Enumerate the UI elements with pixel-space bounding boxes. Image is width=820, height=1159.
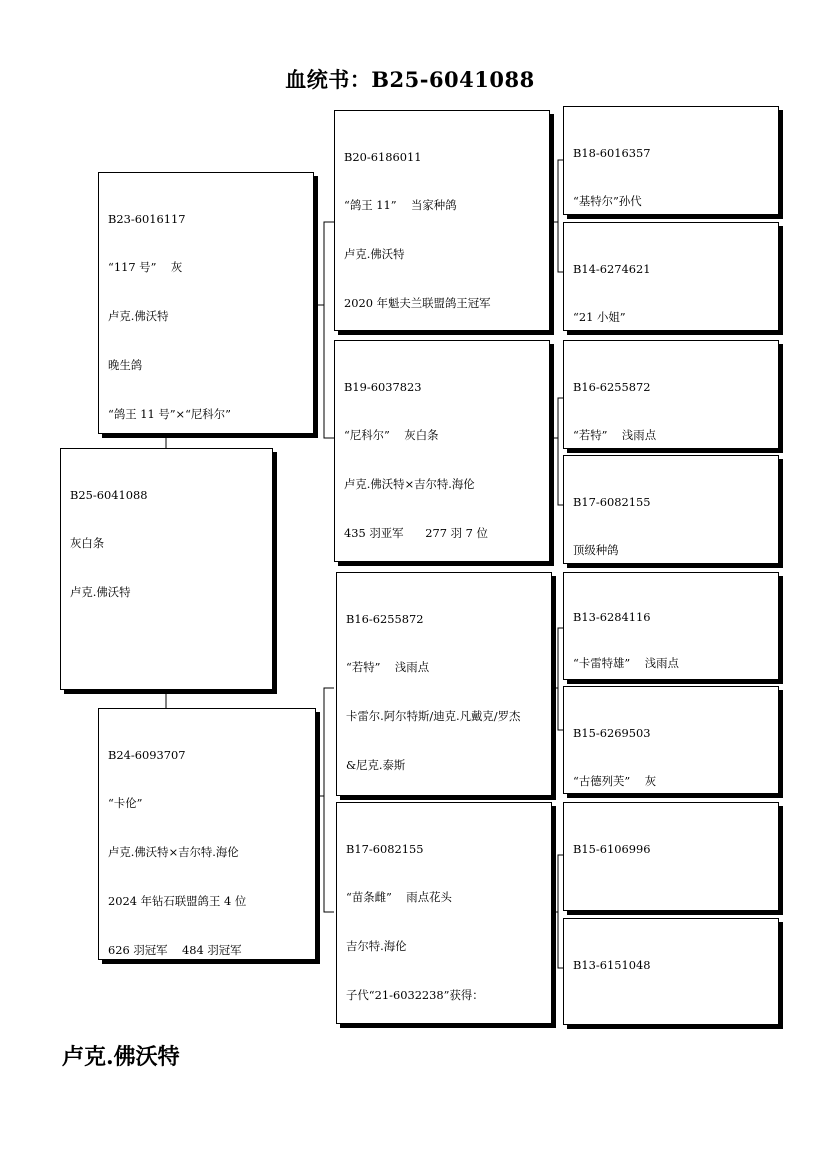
great-grandparent-box-8 <box>563 918 779 1025</box>
name-color: “若特” 浅雨点 <box>573 428 657 443</box>
blank-line <box>573 889 769 905</box>
ring-number: B14-6274621 <box>573 261 651 276</box>
ring-number: B13-6284116 <box>573 609 651 624</box>
ring-number: B13-6151048 <box>573 957 651 972</box>
dam-dam-box <box>336 802 552 1024</box>
sire-sire-box <box>334 110 550 331</box>
ring-number: B17-6082155 <box>573 494 651 509</box>
great-grandparent-box-6 <box>563 686 779 794</box>
ring-number: B25-6041088 <box>70 487 148 502</box>
result: 626 羽冠军 484 羽冠军 <box>108 943 242 958</box>
breeder: 卢克.佛沃特×吉尔特.海伦 <box>344 477 475 492</box>
breeder: 吉尔特.海伦 <box>346 939 407 954</box>
ring-number: B20-6186011 <box>344 149 422 164</box>
ring-number: B17-6082155 <box>346 841 424 856</box>
page-title: 血统书：B25-6041088 <box>285 67 535 92</box>
breeder: 卢克.佛沃特×吉尔特.海伦 <box>108 845 239 860</box>
sire-box <box>98 172 314 434</box>
ring-number: B18-6016357 <box>573 145 651 160</box>
ring-number: B16-6255872 <box>573 379 651 394</box>
breeder: 卢克.佛沃特 <box>344 247 405 262</box>
result: 435 羽亚军 277 羽 7 位 <box>344 526 488 541</box>
breeder: 卢克.佛沃特 <box>108 309 169 324</box>
name-color: “苗条雌” 雨点花头 <box>346 890 452 905</box>
offspring-note: 子代“21-6032238”获得： <box>346 988 484 1003</box>
great-grandparent-box-1 <box>563 106 779 215</box>
ring-number: B15-6106996 <box>573 841 651 856</box>
result: 2024 年钻石联盟鸽王 4 位 <box>108 894 247 909</box>
ring-number: B23-6016117 <box>108 211 186 226</box>
name-color: “若特” 浅雨点 <box>346 660 430 675</box>
dam-box <box>98 708 316 960</box>
great-grandparent-box-4 <box>563 455 779 564</box>
ring-number: B16-6255872 <box>346 611 424 626</box>
great-grandparent-box-7 <box>563 802 779 911</box>
name-color: “古德列芙” 灰 <box>573 774 657 789</box>
breeder-name-footer: 卢克.佛沃特 <box>62 1044 180 1070</box>
sire-dam-box <box>334 340 550 562</box>
ring-number: B15-6269503 <box>573 725 651 740</box>
color: 灰白条 <box>70 536 105 551</box>
name-note: “鸽王 11” 当家种鸽 <box>344 198 457 213</box>
name-color: “卡雷特雄” 浅雨点 <box>573 655 679 670</box>
subject-pigeon-box <box>60 448 273 690</box>
ring-number: B24-6093707 <box>108 747 186 762</box>
blank-line <box>573 1005 769 1021</box>
great-grandparent-box-2 <box>563 222 779 331</box>
ring-number: B19-6037823 <box>344 379 422 394</box>
name-color: “117 号” 灰 <box>108 260 183 275</box>
breeder: 卡雷尔.阿尔特斯/迪克.凡戴克/罗杰 <box>346 709 521 724</box>
dam-sire-box <box>336 572 552 796</box>
name-color: “尼科尔” 灰白条 <box>344 428 439 443</box>
great-grandparent-box-5 <box>563 572 779 680</box>
breeder: &尼克.泰斯 <box>346 758 406 773</box>
note: 顶级种鸽 <box>573 543 619 558</box>
name: “21 小姐” <box>573 310 626 325</box>
breeder: 卢克.佛沃特 <box>70 585 131 600</box>
parents: “鸽王 11 号”×“尼科尔” <box>108 407 231 422</box>
name: “卡伦” <box>108 796 143 811</box>
result: 2020 年魁夫兰联盟鸽王冠军 <box>344 296 491 311</box>
note: 晚生鸽 <box>108 358 143 373</box>
great-grandparent-box-3 <box>563 340 779 449</box>
name: “基特尔”孙代 <box>573 194 642 209</box>
